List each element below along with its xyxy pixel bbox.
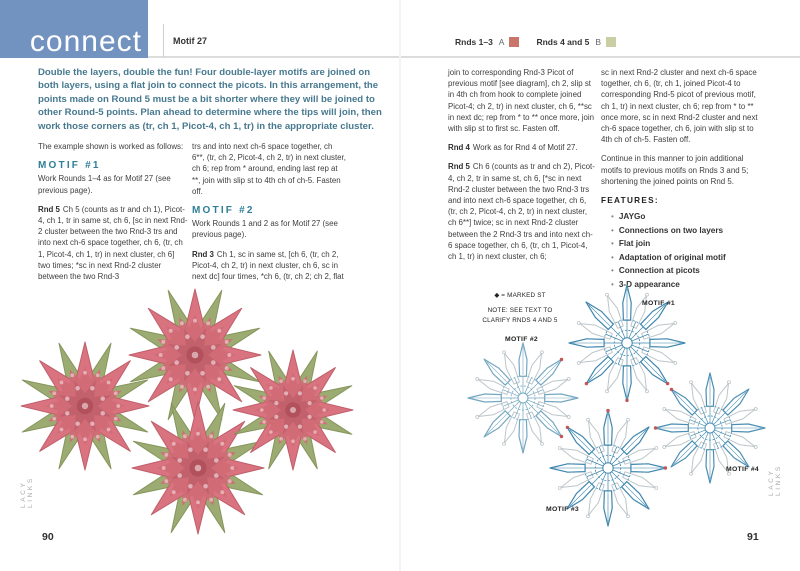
motif-2-heading: MOTIF #2 [192,205,255,217]
feature-item: • Adaptation of original motif [611,252,726,262]
stitch-diagram [430,260,800,560]
bullet-icon: • [611,266,614,276]
color-swatch-b [606,37,616,47]
feature-item: • 3-D appearance [611,279,680,289]
header-divider [163,24,164,57]
rnd5-join-continuation: sc in next Rnd-2 cluster and next ch-6 space together, ch 6, (tr, ch 1, joined Picot-4 to corresponding Rnd-5 picot of previous motif, ch 1, tr) in next cluster, ch 6; rep from * to ** once more, sc in next Rnd-2 cluster and next ch-6 space together, ch 6, join with slip st to 4th ch of ch-5. Fasten off. [601,68,758,145]
rnd3-join-continuation: join to corresponding Rnd-3 Picot of previous motif [see diagram], ch 2, slip st in 4th ch from hook to complete joined Picot-4; ch 2, tr) in next cluster, ch 6, **sc in next dc; rep from * to ** once more, join with slip st to first sc. Fasten off. [448,68,595,134]
legend-label: Rnds 4 and 5 [536,37,590,47]
spine-label-right: LACY LINKS [768,464,782,496]
legend-letter: A [498,37,505,47]
chapter-title-box [0,0,148,58]
diagram-label-motif-4: MOTIF #4 [726,466,759,473]
feature-item: • Connections on two layers [611,225,724,235]
motif-2-setup: Work Rounds 1 and 2 as for Motif 27 (see previous page). [192,219,338,240]
color-swatch-a [509,37,519,47]
diagram-label-motif-2: MOTIF #2 [505,336,538,343]
motif-2-rnd3-paragraph: Rnd 3 Ch 1, sc in same st, [ch 6, (tr, ch 2, Picot-4, ch 2, tr) in next cluster, ch 6, sc in next dc] four times, *ch 6, (tr, ch 2; ch 2, flat [192,249,344,282]
legend-label: Rnds 1–3 [455,37,493,47]
right-column-2 [601,67,764,291]
bullet-icon: • [611,239,614,249]
legend-item-rnds-1-3 [455,37,519,47]
rnd-label: Rnd 5 [38,204,60,214]
crochet-motifs-photo-illustration [0,258,360,553]
intro-paragraph: Double the layers, double the fun! Four double-layer motifs are joined on both layers, using a flat join to connect the picots. In this arrangement, the points made on Round 5 must be a bit shorter where they will be joined to other Round-5 points. Plan ahead to determine where the tips will join, then work those corners as (tr, ch 1, Picot-4, ch 1, tr) in the appropriate cluster. [38,67,382,132]
feature-item: • JAYGo [611,212,646,222]
lead-sentence: The example shown is worked as follows: [38,142,184,151]
diagram-note: NOTE: SEE TEXT TO CLARIFY RNDS 4 AND 5 [482,307,558,324]
page-gutter [399,0,401,571]
crochet-chart-illustration [430,260,800,560]
rnd-label: Rnd 4 [448,143,470,153]
bullet-icon: • [611,279,614,289]
diagram-label-motif-1: MOTIF #1 [642,300,675,307]
feature-item: • Flat join [611,239,651,249]
rnd5-paragraph: Rnd 5 Ch 6 (counts as tr and ch 2), Picot-4, ch 2, tr in same st, ch 6, [*sc in next Rnd-2 cluster between the two Rnd-3 trs and into next ch-6 space together, ch 6, (tr, ch 2, Picot-4, ch 2, tr) in next cluster, ch 6**] twice; sc in next Rnd-2 cluster between the 2 Rnd-3 trs and into next ch-6 space together, ch 6, (tr, ch 1, Picot-4, ch 1, tr) in next cluster, ch 6; [448,162,595,262]
spine-label-left: LACY LINKS [20,476,34,508]
page-number-right: 91 [747,531,759,543]
rnd4-paragraph: Rnd 4 Work as for Rnd 4 of Motif 27. [448,143,578,153]
right-column-1 [448,67,596,270]
motif-1-rnd5-continuation: trs and into next ch-6 space together, ch 6**, (tr, ch 2, Picot-4, ch 2, tr) in next cluster, ch 6; rep from * around, ending last rep at **, join with slip st to 4th ch of ch-5. Fasten off. [192,142,346,196]
bullet-icon: • [611,225,614,235]
motif-1-setup: Work Rounds 1–4 as for Motif 27 (see previous page). [38,174,171,195]
marked-st-note: ◆ = MARKED ST [494,292,546,299]
yarn-color-legend [455,37,616,47]
page-number-left: 90 [42,531,54,543]
chapter-title: connect [29,25,142,58]
bullet-icon: • [611,252,614,262]
motif-photo [0,258,360,553]
motif-1-rnd5-paragraph: Rnd 5 Ch 5 (counts as tr and ch 1), Picot-4, ch 1, tr in same st, ch 6, [sc in next Rnd-2 cluster between the two Rnd-3 trs and into next ch-6 space together, ch 6, (tr, ch 1, Picot-4, ch 1, tr) in next cluster, ch 6] two times; *sc in next Rnd-2 cluster between the two Rnd-3 [38,204,188,282]
continue-paragraph: Continue in this manner to join additional motifs to previous motifs on Rnds 3 and 5; shortening the joined points on Rnd 5. [601,154,749,186]
diagram-label-motif-3: MOTIF #3 [546,506,579,513]
rnd-label: Rnd 3 [192,249,214,259]
legend-item-rnds-4-5 [536,37,616,47]
motif-number-label: Motif 27 [173,36,208,46]
bullet-icon: • [611,212,614,222]
legend-letter: B [595,37,602,47]
features-heading: FEATURES: [601,196,659,206]
feature-item: • Connection at picots [611,266,700,276]
rnd-label: Rnd 5 [448,162,470,172]
motif-1-heading: MOTIF #1 [38,160,101,172]
